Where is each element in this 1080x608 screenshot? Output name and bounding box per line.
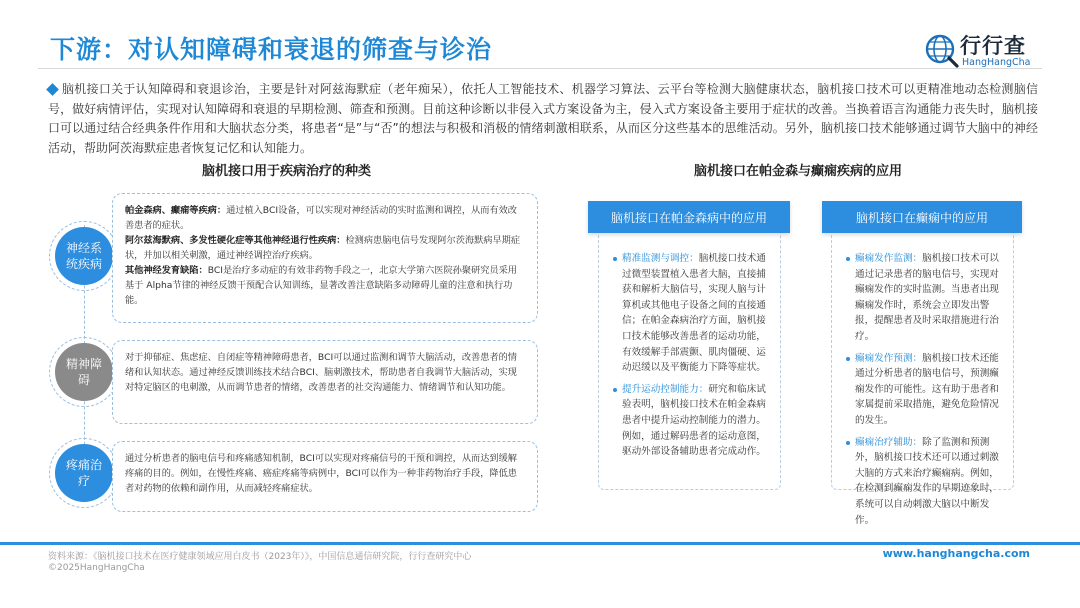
neuro-item-text: 检测病患脑电信号发现阿尔茨海默病早期症状，并加以相关刺激，通过神经调控治疗疾病。: [125, 235, 521, 261]
left-section-title: 脑机接口用于疾病治疗的种类: [202, 164, 372, 179]
intro-text: 脑机接口关于认知障碍和衰退诊治，主要是针对阿兹海默症（老年痴呆），依托人工智能技术、机器学习算法、云平台等检测大脑健康状态，脑机接口技术可以更精准地动态检测脑信号，做好病情评估，实现对认知障碍和衰退的早期检测、筛查和预测。目前这种诊断以非侵入式方案设备为主，侵入式方案设备主要用于症状的改善。当换着语言沟通能力丧失时，脑机接口可以通过结合经典条件作用和大脑状态分类，将患者“是”与“否”的想法与积极和消极的情绪刺激相联系，从而区分这些基本的思维活动。另外，脑机接口技术能够通过调节大脑中的神经活动，帮助阿茨海默症患者恢复记忆和认知能力。: [48, 82, 1038, 155]
epilepsy-panel-header: 脑机接口在癫痫中的应用: [822, 201, 1022, 233]
category-mental-label: 精神障碍: [65, 357, 102, 387]
epilepsy-item-head: 癫痫发作预测：: [855, 352, 923, 364]
epilepsy-item: [846, 435, 999, 529]
neuro-item-head: 帕金森病、癫痫等疾病：: [125, 205, 227, 216]
parkinson-item-head: 精准监测与调控：: [622, 253, 699, 264]
parkinson-item: [613, 382, 766, 460]
page-title: 下游：对认知障碍和衰退的筛查与诊治: [50, 35, 493, 64]
logo-name: 行行查: [960, 34, 1026, 58]
category-neuro-label: 神经系统疾病: [65, 241, 102, 271]
copyright: ©2025HangHangCha: [48, 563, 145, 573]
website-link[interactable]: www.hanghangcha.com: [882, 547, 1030, 560]
category-pain-box: [112, 441, 538, 512]
intro-paragraph: [48, 80, 1038, 158]
neuro-item: [125, 233, 525, 263]
epilepsy-item-text: 脑机接口技术可以通过记录患者的脑电信号，实现对癫痫发作的实时监测。当患者出现癫痫发作时，系统会立即发出警报，提醒患者及时采取措施进行治疗。: [855, 253, 999, 342]
epilepsy-item-head: 癫痫治疗辅助：: [855, 436, 923, 448]
parkinson-item-text: 研究和临床试验表明，脑机接口技术在帕金森病患者中提升运动控制能力的潜力。例如，通过解码患者的运动意图，驱动外部设备辅助患者完成动作。: [622, 383, 766, 458]
neuro-item-head: 其他神经发育缺陷：: [125, 265, 208, 276]
logo: [924, 30, 1044, 72]
logo-globe-icon: [924, 32, 960, 68]
parkinson-item-head: 提升运动控制能力：: [622, 383, 709, 395]
epilepsy-item-head: 癫痫发作监测：: [855, 253, 923, 264]
epilepsy-panel: [831, 220, 1014, 526]
footer-divider: [0, 542, 1080, 545]
category-mental-box: [112, 340, 538, 424]
neuro-item: [125, 263, 525, 308]
epilepsy-item: [846, 251, 999, 345]
epilepsy-item-text: 除了监测和预测外，脑机接口技术还可以通过刺激大脑的方式来治疗癫痫病。例如，在检测到癫痫发作的早期迹象时，系统可以自动刺激大脑以中断发作。: [855, 436, 999, 526]
category-neuro-box: [112, 193, 538, 323]
right-section-title: 脑机接口在帕金森与癫痫疾病的应用: [694, 164, 903, 179]
category-mental-circle: [55, 343, 113, 401]
epilepsy-item-text: 脑机接口技术还能通过分析患者的脑电信号，预测癫痫发作的可能性。这有助于患者和家属提前采取措施，避免危险情况的发生。: [855, 352, 999, 426]
pain-text: 通过分析患者的脑电信号和疼痛感知机制，BCI可以实现对疼痛信号的干预和调控，从而达到缓解疼痛的目的。例如，在慢性疼痛、癌症疼痛等病例中，BCI可以作为一种非药物治疗手段，降低患者对药物的依赖和副作用，从而减轻疼痛症状。: [125, 453, 517, 494]
parkinson-panel: [598, 220, 781, 490]
parkinson-item-text: 脑机接口技术通过微型装置植入患者大脑，直接捕获和解析大脑信号，实现人脑与计算机或其他电子设备之间的直接通信；在帕金森病治疗方面，脑机接口技术能够改善患者的运动功能，有效缓解手部震颤、肌肉僵硬、运动迟缓以及平衡能力下降等症状。: [622, 253, 766, 374]
title-divider: [38, 68, 1042, 69]
mental-text: 对于抑郁症、焦虑症、自闭症等精神障碍患者，BCI可以通过监测和调节大脑活动，改善患者的情绪和认知状态。通过神经反馈训练技术结合BCI、脑刺激技术，帮助患者自我调节大脑活动，实现对特定脑区的电刺激，从而调节患者的情绪，改善患者的社交沟通能力、情绪调节和认知功能。: [125, 352, 517, 393]
neuro-item: [125, 203, 525, 233]
parkinson-panel-header: 脑机接口在帕金森病中的应用: [588, 201, 790, 233]
source-note: 资料来源：《脑机接口技术在医疗健康领域应用白皮书（2023年）》，中国信息通信研究院，行行查研究中心: [48, 552, 472, 562]
category-neuro-circle: [55, 227, 113, 285]
parkinson-item: [613, 251, 766, 376]
epilepsy-item: [846, 351, 999, 429]
neuro-item-text: BCI是治疗多动症的有效非药物手段之一，北京大学第六医院孙聚研究员采用基于 Alpha节律的神经反馈干预配合认知训练，显著改善注意缺陷多动障碍儿童的注意和执行功能。: [125, 265, 517, 306]
neuro-item-head: 阿尔兹海默病、多发性硬化症等其他神经退行性疾病：: [125, 235, 346, 246]
logo-subtitle: HangHangCha: [962, 57, 1031, 68]
category-pain-circle: [55, 444, 113, 502]
neuro-item-text: 通过植入BCI设备，可以实现对神经活动的实时监测和调控，从而有效改善患者的症状。: [125, 205, 517, 231]
category-pain-label: 疼痛治疗: [65, 458, 102, 488]
